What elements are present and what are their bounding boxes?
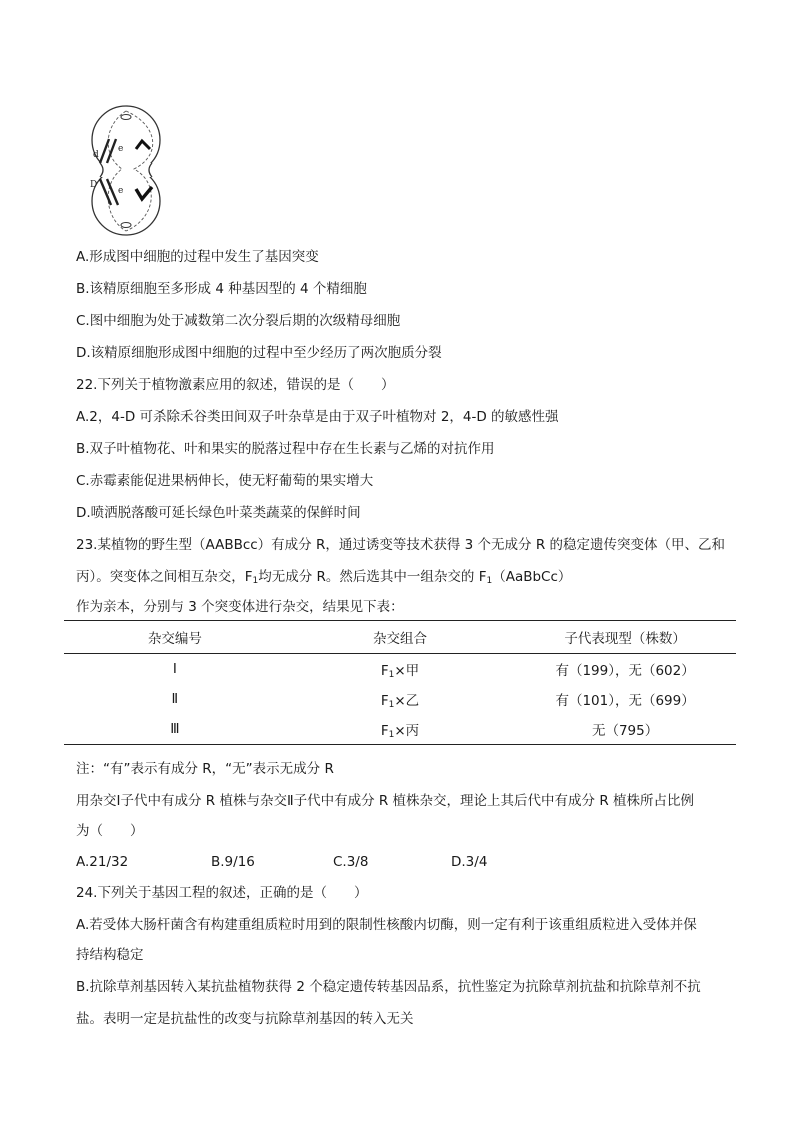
table-header-row	[64, 621, 736, 654]
q24-option-a-line1: A.若受体大肠杆菌含有构建重组质粒时用到的限制性核酸内切酶，则一定有利于该重组质粒进入受体并保	[76, 917, 697, 933]
q21-option-b: B.该精原细胞至多形成 4 种基因型的 4 个精细胞	[76, 281, 367, 297]
q24-option-a-line2: 持结构稳定	[76, 947, 144, 963]
cross-id: Ⅱ	[171, 691, 179, 707]
chromosome-bottom-right	[136, 187, 152, 199]
q23-option-b: B.9/16	[211, 854, 255, 870]
q23-options	[76, 852, 726, 872]
q23-question-line1: 用杂交Ⅰ子代中有成分 R 植株与杂交Ⅱ子代中有成分 R 植株杂交，理论上其后代中有成分 R 植株所占比例	[76, 793, 695, 809]
q23-note: 注：“有”表示有成分 R，“无”表示无成分 R	[76, 761, 334, 777]
centriole-top	[121, 115, 131, 120]
cross-combo: $F_1\times$乙	[380, 692, 420, 710]
cell-division-figure	[76, 103, 176, 238]
q24-stem: 24.下列关于基因工程的叙述，正确的是（ ）	[76, 885, 368, 901]
cross-result: 有（101），无（699）	[555, 693, 695, 709]
q23-option-c: C.3/8	[333, 854, 369, 870]
cross-id: Ⅰ	[172, 661, 177, 677]
header-cross-combo: 杂交组合	[286, 621, 514, 654]
table-row	[64, 714, 736, 745]
q23-stem-line1: 23.某植物的野生型（AABBcc）有成分 R，通过诱变等技术获得 3 个无成分 R 的稳定遗传突变体（甲、乙和	[76, 537, 725, 553]
label-d: d	[93, 150, 99, 160]
header-offspring: 子代表现型（株数）	[514, 621, 736, 654]
q24-option-b-line1: B.抗除草剂基因转入某抗盐植物获得 2 个稳定遗传转基因品系，抗性鉴定为抗除草剂抗盐和抗除草剂不抗	[76, 979, 701, 995]
q23-question-line2: 为（ ）	[76, 823, 144, 839]
header-cross-id: 杂交编号	[64, 621, 286, 654]
label-e-bottom: e	[118, 186, 124, 196]
q21-option-a: A.形成图中细胞的过程中发生了基因突变	[76, 249, 319, 265]
q22-stem: 22.下列关于植物激素应用的叙述，错误的是（ ）	[76, 377, 395, 393]
centriole-bottom	[121, 223, 131, 228]
label-D: D	[90, 180, 98, 190]
q22-option-c: C.赤霉素能促进果柄伸长，使无籽葡萄的果实增大	[76, 473, 374, 489]
table-row	[64, 654, 736, 685]
cross-result: 有（199），无（602）	[555, 663, 695, 679]
cross-combo: $F_1\times$甲	[380, 662, 420, 680]
q24-option-b-line2: 盐。表明一定是抗盐性的改变与抗除草剂基因的转入无关	[76, 1011, 414, 1027]
chromosome-top-right	[136, 141, 150, 149]
label-e-top: e	[118, 144, 124, 154]
cross-id: Ⅲ	[64, 714, 286, 745]
cross-combo: $F_1\times$丙	[286, 714, 514, 745]
q22-option-d: D.喷洒脱落酸可延长绿色叶菜类蔬菜的保鲜时间	[76, 505, 361, 521]
q23-stem-line2: 丙）。突变体之间相互杂交，$F_1$均无成分 R。然后选其中一组杂交的 $F_1(AaBbCc)$	[76, 569, 572, 586]
q23-stem-line3: 作为亲本，分别与 3 个突变体进行杂交，结果见下表：	[76, 599, 404, 615]
q22-option-b: B.双子叶植物花、叶和果实的脱落过程中存在生长素与乙烯的对抗作用	[76, 441, 495, 457]
q21-option-c: C.图中细胞为处于减数第二次分裂后期的次级精母细胞	[76, 313, 401, 329]
q22-option-a: A.2，4-D 可杀除禾谷类田间双子叶杂草是由于双子叶植物对 2，4-D 的敏感性强	[76, 409, 559, 425]
table-row	[64, 684, 736, 714]
q23-option-a: A.21/32	[76, 854, 129, 870]
cross-result: 无（795）	[514, 714, 736, 745]
cross-results-table	[64, 620, 736, 745]
q21-option-d: D.该精原细胞形成图中细胞的过程中至少经历了两次胞质分裂	[76, 345, 442, 361]
q23-option-d: D.3/4	[451, 854, 488, 870]
